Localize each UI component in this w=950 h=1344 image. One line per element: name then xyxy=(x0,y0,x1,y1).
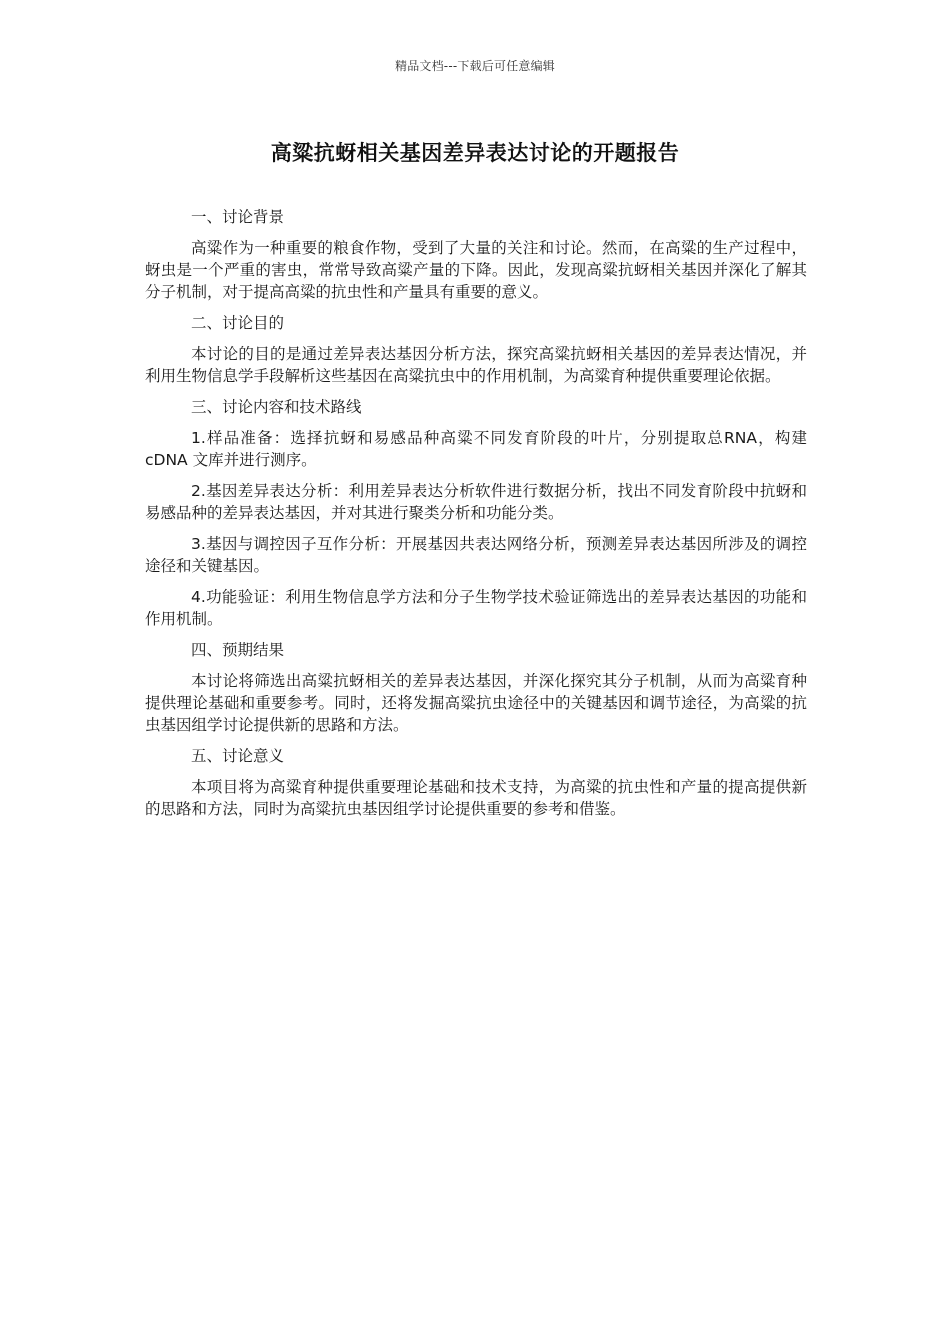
paragraph-background: 高粱作为一种重要的粮食作物，受到了大量的关注和讨论。然而，在高粱的生产过程中，蚜虫是一个严重的害虫，常常导致高粱产量的下降。因此，发现高粱抗蚜相关基因并深化了解其分子机制，对于提高高粱的抗虫性和产量具有重要的意义。 xyxy=(145,239,807,301)
paragraph-content-4: 4.功能验证：利用生物信息学方法和分子生物学技术验证筛选出的差异表达基因的功能和作用机制。 xyxy=(145,588,807,628)
document-body xyxy=(145,206,807,829)
paragraph-significance: 本项目将为高粱育种提供重要理论基础和技术支持，为高粱的抗虫性和产量的提高提供新的思路和方法，同时为高粱抗虫基因组学讨论提供重要的参考和借鉴。 xyxy=(145,778,807,818)
section-heading-content: 三、讨论内容和技术路线 xyxy=(191,398,362,416)
section-heading-expected-results: 四、预期结果 xyxy=(191,641,285,659)
header-note: 精品文档---下载后可任意编辑 xyxy=(395,59,555,73)
paragraph-expected-results: 本讨论将筛选出高粱抗蚜相关的差异表达基因，并深化探究其分子机制，从而为高粱育种提供理论基础和重要参考。同时，还将发掘高粱抗虫途径中的关键基因和调节途径，为高粱的抗虫基因组学讨论提供新的思路和方法。 xyxy=(145,672,807,734)
section-heading-background: 一、讨论背景 xyxy=(191,208,285,226)
paragraph-content-3: 3.基因与调控因子互作分析：开展基因共表达网络分析，预测差异表达基因所涉及的调控途径和关键基因。 xyxy=(145,535,807,575)
paragraph-purpose: 本讨论的目的是通过差异表达基因分析方法，探究高粱抗蚜相关基因的差异表达情况，并利用生物信息学手段解析这些基因在高粱抗虫中的作用机制，为高粱育种提供重要理论依据。 xyxy=(145,345,807,385)
section-heading-significance: 五、讨论意义 xyxy=(191,747,285,765)
paragraph-content-1: 1.样品准备：选择抗蚜和易感品种高粱不同发育阶段的叶片，分别提取总RNA，构建 cDNA 文库并进行测序。 xyxy=(145,429,807,469)
paragraph-content-2: 2.基因差异表达分析：利用差异表达分析软件进行数据分析，找出不同发育阶段中抗蚜和易感品种的差异表达基因，并对其进行聚类分析和功能分类。 xyxy=(145,482,807,522)
document-title: 高粱抗蚜相关基因差异表达讨论的开题报告 xyxy=(270,141,680,165)
section-heading-purpose: 二、讨论目的 xyxy=(191,314,285,332)
